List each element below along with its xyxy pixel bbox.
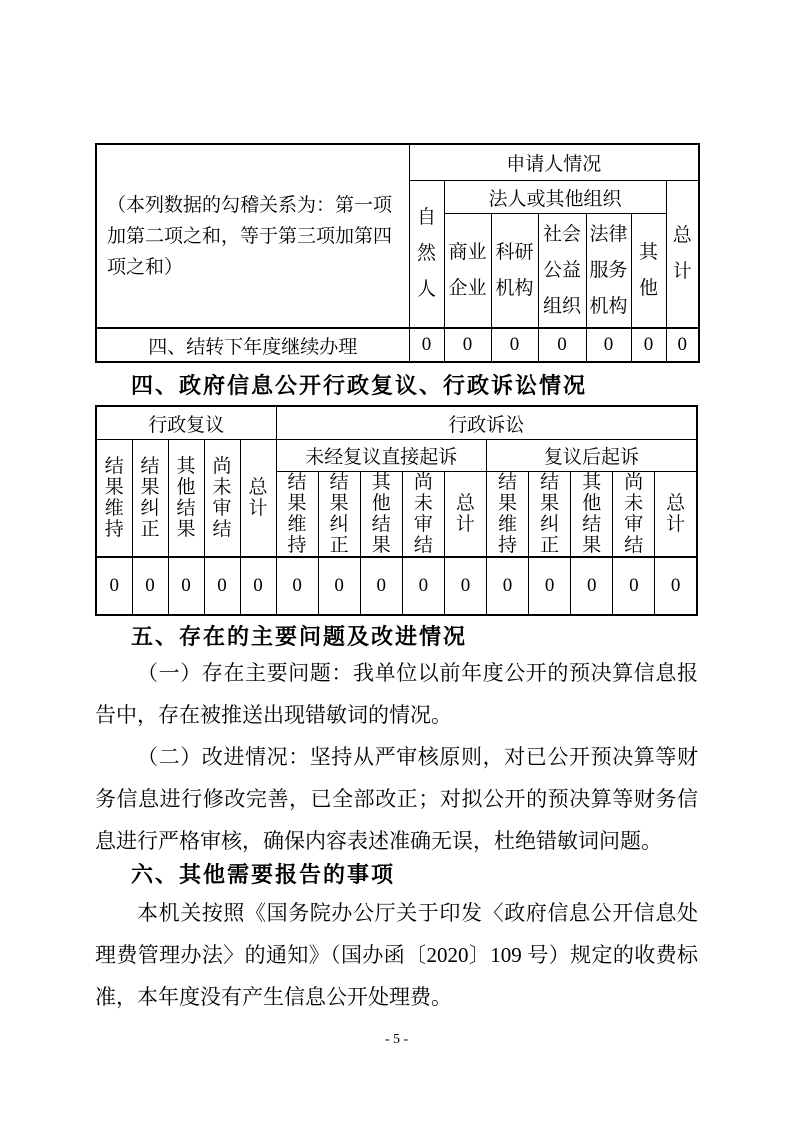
header-other-result — [360, 472, 402, 558]
header-other-result-label: 其他结果 — [582, 472, 602, 556]
cell-value: 0 — [276, 557, 318, 615]
header-result-upheld-label: 结果维持 — [287, 472, 307, 556]
section-6-title: 六、其他需要报告的事项 — [131, 862, 396, 887]
page-content — [95, 143, 698, 1018]
header-pending — [402, 472, 444, 558]
header-result-upheld-label: 结果维持 — [104, 456, 124, 540]
header-natural-person-label: 自然人 — [416, 207, 436, 300]
header-admin-litigation: 行政诉讼 — [276, 406, 697, 440]
header-commercial-label: 商业企业 — [448, 241, 487, 299]
header-result-upheld — [486, 472, 528, 558]
header-other-result-label: 其他结果 — [176, 456, 196, 540]
cell-value: 0 — [444, 328, 491, 362]
cell-value: 0 — [204, 557, 240, 615]
cell-value: 0 — [538, 328, 586, 362]
header-other-label: 其他 — [638, 241, 658, 299]
header-pending-label: 尚未审结 — [413, 472, 433, 556]
header-other-result — [571, 472, 613, 558]
header-total — [444, 472, 486, 558]
header-legal-service-label: 法律服务机构 — [589, 223, 628, 317]
header-result-corrected — [132, 440, 168, 558]
cell-value: 0 — [132, 557, 168, 615]
table-note-cell: （本列数据的勾稽关系为：第一项加第二项之和，等于第三项加第四项之和） — [96, 144, 409, 328]
cell-value: 0 — [318, 557, 360, 615]
table-row — [96, 328, 699, 362]
header-other — [631, 214, 666, 329]
header-admin-review: 行政复议 — [96, 406, 276, 440]
cell-value: 0 — [491, 328, 538, 362]
cell-value: 0 — [409, 328, 444, 362]
section-6-paragraph-1: 本机关按照《国务院办公厅关于印发〈政府信息公开信息处理费管理办法〉的通知》（国办函〔2020〕109 号）规定的收费标准，本年度没有产生信息公开处理费。 — [95, 901, 698, 1009]
header-research — [491, 214, 538, 329]
header-suit-after-review: 复议后起诉 — [486, 440, 697, 472]
cell-value: 0 — [402, 557, 444, 615]
cell-value: 0 — [571, 557, 613, 615]
header-pending — [613, 472, 655, 558]
header-pending — [204, 440, 240, 558]
review-litigation-table — [95, 405, 698, 616]
section-5-paragraph-1: （一）存在主要问题：我单位以前年度公开的预决算信息报告中，存在被推送出现错敏词的情况。 — [95, 661, 698, 727]
cell-value: 0 — [529, 557, 571, 615]
row-label-carryover: 四、结转下年度继续办理 — [96, 328, 409, 362]
header-commercial — [444, 214, 491, 329]
header-legal-org: 法人或其他组织 — [444, 181, 666, 214]
cell-value: 0 — [444, 557, 486, 615]
header-applicant-situation: 申请人情况 — [409, 144, 699, 181]
cell-value: 0 — [613, 557, 655, 615]
cell-value: 0 — [666, 328, 699, 362]
header-other-result-label: 其他结果 — [371, 472, 391, 556]
header-result-corrected-label: 结果纠正 — [540, 472, 560, 556]
header-other-result — [168, 440, 204, 558]
header-result-corrected — [318, 472, 360, 558]
header-social — [538, 214, 586, 329]
cell-value: 0 — [655, 557, 697, 615]
cell-value: 0 — [168, 557, 204, 615]
header-result-corrected-label: 结果纠正 — [140, 456, 160, 540]
header-total-label: 总计 — [672, 225, 692, 282]
header-result-upheld — [276, 472, 318, 558]
header-result-upheld-label: 结果维持 — [498, 472, 518, 556]
cell-value: 0 — [586, 328, 631, 362]
section-5-paragraph-2: （二）改进情况：坚持从严审核原则，对已公开预决算等财务信息进行修改完善，已全部改正；对拟公开的预决算等财务信息进行严格审核，确保内容表述准确无误，杜绝错敏词问题。 — [95, 745, 698, 853]
cell-value: 0 — [240, 557, 276, 615]
header-total-label: 总计 — [248, 477, 268, 519]
page-number: - 5 - — [384, 1032, 409, 1047]
table-row — [96, 557, 697, 615]
header-pending-label: 尚未审结 — [624, 472, 644, 556]
header-total-label: 总计 — [666, 493, 686, 535]
header-result-upheld — [96, 440, 132, 558]
cell-value: 0 — [360, 557, 402, 615]
header-pending-label: 尚未审结 — [212, 456, 232, 540]
header-direct-suit: 未经复议直接起诉 — [276, 440, 486, 472]
cell-value: 0 — [631, 328, 666, 362]
header-research-label: 科研机构 — [495, 241, 534, 299]
header-total-label: 总计 — [455, 493, 475, 535]
header-social-label: 社会公益组织 — [542, 223, 581, 317]
section-4-title: 四、政府信息公开行政复议、行政诉讼情况 — [131, 373, 588, 398]
header-natural-person — [409, 181, 444, 329]
header-total — [666, 181, 699, 329]
header-legal-service — [586, 214, 631, 329]
cell-value: 0 — [96, 557, 132, 615]
header-total — [240, 440, 276, 558]
cell-value: 0 — [486, 557, 528, 615]
section-5-title: 五、存在的主要问题及改进情况 — [131, 624, 468, 649]
header-total — [655, 472, 697, 558]
header-result-corrected-label: 结果纠正 — [329, 472, 349, 556]
header-result-corrected — [529, 472, 571, 558]
applicant-situation-table — [95, 143, 700, 363]
